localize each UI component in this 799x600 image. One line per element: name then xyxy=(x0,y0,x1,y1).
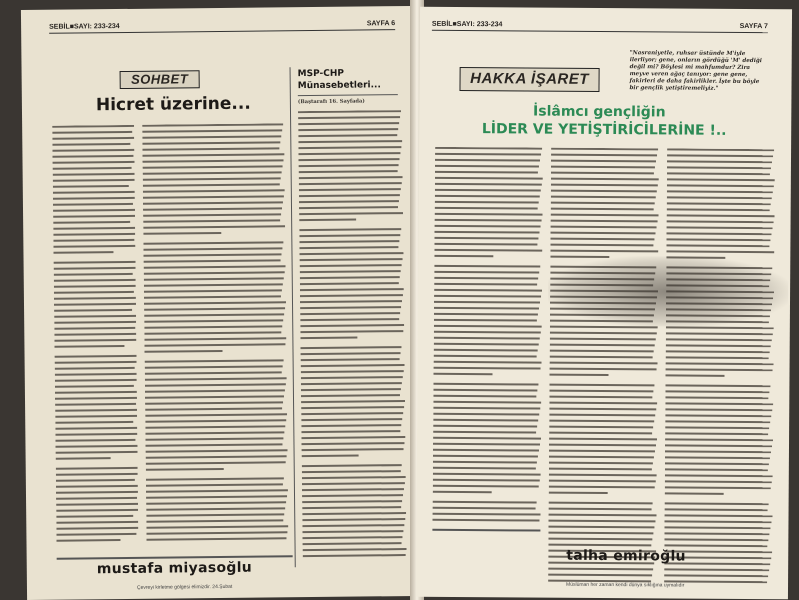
sohbet-logo: SOHBET xyxy=(120,70,200,89)
text-lines-graphic xyxy=(664,148,775,589)
right-footer: Müslüman her zaman kendi dünya sıklığına uymalıdır xyxy=(566,581,685,589)
subtitle-line-1: İslâmcı gençliğin xyxy=(533,103,666,121)
subtitle-line-2: LİDER VE YETİŞTİRİCİLERİNE !.. xyxy=(481,121,727,139)
hakka-isaret-logo: HAKKA İŞARET xyxy=(459,67,599,92)
right-page-number: SAYFA 7 xyxy=(739,22,768,31)
text-lines-graphic xyxy=(298,110,407,561)
left-page-header xyxy=(49,16,395,34)
body-text-col-3 xyxy=(298,110,407,561)
right-author-rule xyxy=(432,529,540,531)
left-headline: Hicret üzerine... xyxy=(95,93,251,116)
right-body-col-3 xyxy=(664,148,775,589)
right-body-col-2 xyxy=(548,148,659,589)
text-lines-graphic xyxy=(548,148,659,589)
column-subtitle: Münasebetleri... xyxy=(297,80,381,92)
left-issue-label: SEBİL■SAYI: 233-234 xyxy=(49,23,120,31)
text-lines-graphic xyxy=(432,147,543,528)
left-page xyxy=(21,6,417,600)
column-divider xyxy=(290,67,296,567)
column-title: MSP-CHP xyxy=(297,68,345,80)
left-author-name: mustafa miyasoğlu xyxy=(96,559,253,578)
right-author-name: talha emiroğlu xyxy=(566,547,686,565)
right-page xyxy=(416,7,792,600)
left-footer: Çevreyi kirletme gölgesi elimizdir. 24.Şubat xyxy=(136,583,233,591)
header-quote: "Nasraniyetle, ruhsar üstünde M'iyle ilerliyor; gene, onların gördüğü 'M' dediği değil mi? Böylesi mi mahfumdur? Zira meyve veren ağaç tanıyor: gene gene, fakirleri de daha fakirlikler. İşte bu böyle bir gençlik yetiştiremeliyiz." xyxy=(629,50,762,92)
text-lines-graphic xyxy=(142,123,288,544)
body-text-col-1 xyxy=(52,125,138,546)
text-lines-graphic xyxy=(52,125,138,546)
right-body-col-1 xyxy=(432,147,543,528)
ink-smudge xyxy=(548,256,788,328)
body-text-col-2 xyxy=(142,123,288,544)
right-page-header xyxy=(432,17,768,33)
column-note: (Baştarafı 16. Sayfada) xyxy=(297,98,365,106)
column-title-rule xyxy=(298,94,398,96)
author-rule xyxy=(57,555,293,559)
right-issue-label: SEBİL■SAYI: 233-234 xyxy=(431,20,503,29)
left-page-number: SAYFA 6 xyxy=(366,20,396,28)
